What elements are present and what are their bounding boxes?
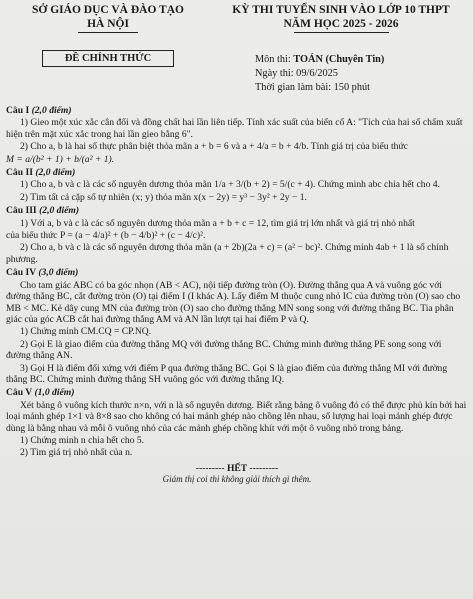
section-2-heading xyxy=(6,167,468,178)
exam-date: Ngày thi: 09/6/2025 xyxy=(255,68,338,79)
s4-q1: 1) Chứng minh CM.CQ = CP.NQ. xyxy=(20,326,152,338)
end-mark: --------- HẾT --------- xyxy=(195,462,279,474)
section-3-title: Câu III xyxy=(6,205,37,217)
s4-q2: 2) Gọi E là giao điểm của đường thẳng MQ với đường thẳng BC. Chứng minh đường thẳng PE song song với đường thẳng AN. xyxy=(6,338,442,362)
section-5-heading xyxy=(6,387,468,398)
exam-duration: Thời gian làm bài: 150 phút xyxy=(255,82,370,93)
s5-q1: 1) Chứng minh n chia hết cho 5. xyxy=(20,434,145,446)
s3-q2: 2) Cho a, b và c là các số nguyên dương thỏa mãn (a + 2b)(2a + c) = (a² − bc)². Chứng minh 4ab + 1 là số chính phương. xyxy=(6,242,449,265)
issuer-name: SỞ GIÁO DỤC VÀ ĐÀO TẠO xyxy=(32,4,184,16)
subject-value: TOÁN (Chuyên Tin) xyxy=(293,54,385,65)
section-5-points: (1,0 điểm) xyxy=(34,387,75,399)
exam-body xyxy=(6,103,468,486)
issuer-underline xyxy=(78,32,138,33)
s2-q2: 2) Tìm tất cả cặp số tự nhiên (x; y) thỏa mãn x(x − 2y) = y³ − 3y² + 2y − 1. xyxy=(20,191,307,203)
invigilator-note: Giám thị coi thi không giải thích gì thêm. xyxy=(162,474,312,485)
issuer-block xyxy=(8,3,208,67)
s3-q1-line1: 1) Với a, b và c là các số nguyên dương thỏa mãn a + b + c = 12, tìm giá trị lớn nhất và giá trị nhỏ nhất xyxy=(20,217,415,229)
s5-q2: 2) Tìm giá trị nhỏ nhất của n. xyxy=(20,447,133,459)
section-1-heading xyxy=(6,105,468,116)
section-4-heading xyxy=(6,267,468,278)
section-4-title: Câu IV xyxy=(6,267,36,279)
exam-heading xyxy=(212,3,470,33)
exam-title: KỲ THI TUYỂN SINH VÀO LỚP 10 THPT xyxy=(232,4,450,16)
section-3-heading xyxy=(6,205,468,216)
s1-q2-expression: M = a/(b² + 1) + b/(a² + 1). xyxy=(6,153,115,165)
section-4-points: (3,0 điểm) xyxy=(38,267,79,279)
section-5-title: Câu V xyxy=(6,387,33,399)
s5-intro: Xét bảng ô vuông kích thước n×n, với n là số nguyên dương. Biết rằng bảng ô vuông đó có thể được phủ kín bởi hai loại mảnh ghép 1×1 và 8×8 sao cho không có hai mảnh ghép nào chồng lên nhau, số lượng hai loại mảnh ghép được dùng là bằng nhau và mỗi ô vuông nhỏ của các mảnh ghép chồng khít với một ô vuông nhỏ trong bảng. xyxy=(6,399,467,434)
s3-q1-line2: của biểu thức P = (a − 4/a)² + (b − 4/b)² + (c − 4/c)². xyxy=(6,230,206,242)
exam-meta xyxy=(255,53,384,95)
heading-underline xyxy=(294,32,389,33)
issuer-city: HÀ NỘI xyxy=(87,18,129,30)
s4-intro: Cho tam giác ABC có ba góc nhọn (AB < AC), nội tiếp đường tròn (O). Đường thẳng qua A và vuông góc với đường thẳng BC, cắt đường tròn (O) tại điểm I (I khác A). Lấy điểm M thuộc cung nhỏ IC của đường tròn (O) sao cho MB < MC. Kẻ dây cung MN của đường tròn (O) sao cho đường thẳng MN song song với đường thẳng BC. Tia phân giác của góc ACB cắt hai đường thẳng AM và AN lần lượt tại hai điểm P và Q. xyxy=(6,279,461,325)
subject-line xyxy=(255,53,384,67)
s1-q1: 1) Gieo một xúc xắc cân đối và đồng chất hai lần liên tiếp. Tính xác suất của biến cố A: "Tích của hai số chấm xuất hiện trên mặt xúc xắc trong hai lần gieo bằng 6". xyxy=(6,117,463,140)
official-stamp: ĐỀ CHÍNH THỨC xyxy=(42,50,174,67)
section-2-points: (2,0 điểm) xyxy=(35,167,76,179)
section-3-points: (2,0 điểm) xyxy=(39,205,80,217)
section-1-title: Câu I xyxy=(6,105,30,116)
subject-label: Môn thi: xyxy=(255,54,294,65)
s4-q3: 3) Gọi H là điểm đối xứng với điểm P qua đường thẳng BC. Gọi S là giao điểm của đường thẳng MI với đường thẳng BC. Chứng minh đường thẳng SH vuông góc với đường thẳng IQ. xyxy=(6,362,448,385)
s2-q1: 1) Cho a, b và c là các số nguyên dương thỏa mãn 1/a + 3/(b + 2) = 5/(c + 4). Chứng minh abc chia hết cho 4. xyxy=(20,179,440,191)
school-year: NĂM HỌC 2025 - 2026 xyxy=(283,18,399,30)
s1-q2-intro: 2) Cho a, b là hai số thực phân biệt thỏa mãn a + b = 6 và a + 4/a = b + 4/b. Tính giá trị của biểu thức xyxy=(20,141,408,153)
section-1-points: (2,0 điểm) xyxy=(31,105,72,116)
section-2-title: Câu II xyxy=(6,167,33,179)
